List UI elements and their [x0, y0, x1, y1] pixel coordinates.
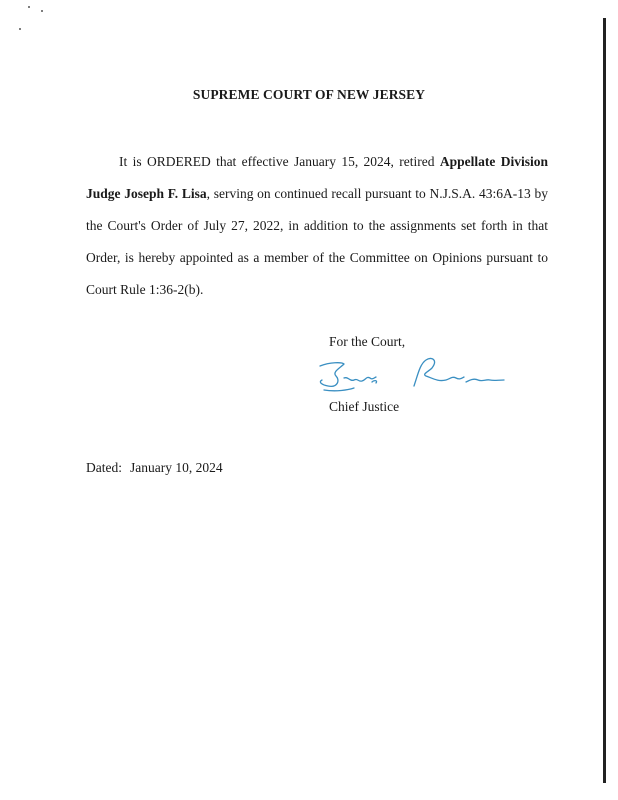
closing-line: For the Court, — [329, 334, 406, 349]
dated-value: January 10, 2024 — [130, 460, 223, 475]
court-title: SUPREME COURT OF NEW JERSEY — [192, 87, 426, 102]
scan-speck — [28, 6, 30, 8]
order-paragraph — [86, 146, 548, 306]
scan-speck — [41, 10, 43, 12]
scan-edge-line — [603, 18, 606, 783]
order-text-part2: , serving on continued recall pursuant to N.J.S.A. 43:6A-13 by the Court's Order of July 27, 2022, in addition to the assignments set forth in that Order, is hereby appointed as a member of the Committee on Opinions pursuant to Court Rule 1:36-2(b). — [86, 186, 548, 297]
scan-speck — [19, 28, 21, 30]
dated-label: Dated: — [86, 460, 122, 475]
signature-image — [314, 352, 514, 394]
judge-name: Appellate Division Judge Joseph F. Lisa — [86, 154, 549, 201]
order-text-part1: It is ORDERED that effective January 15, 2024, retired — [119, 154, 440, 169]
signatory-title: Chief Justice — [329, 399, 400, 414]
order-body — [86, 146, 548, 306]
dated-line — [86, 460, 223, 476]
